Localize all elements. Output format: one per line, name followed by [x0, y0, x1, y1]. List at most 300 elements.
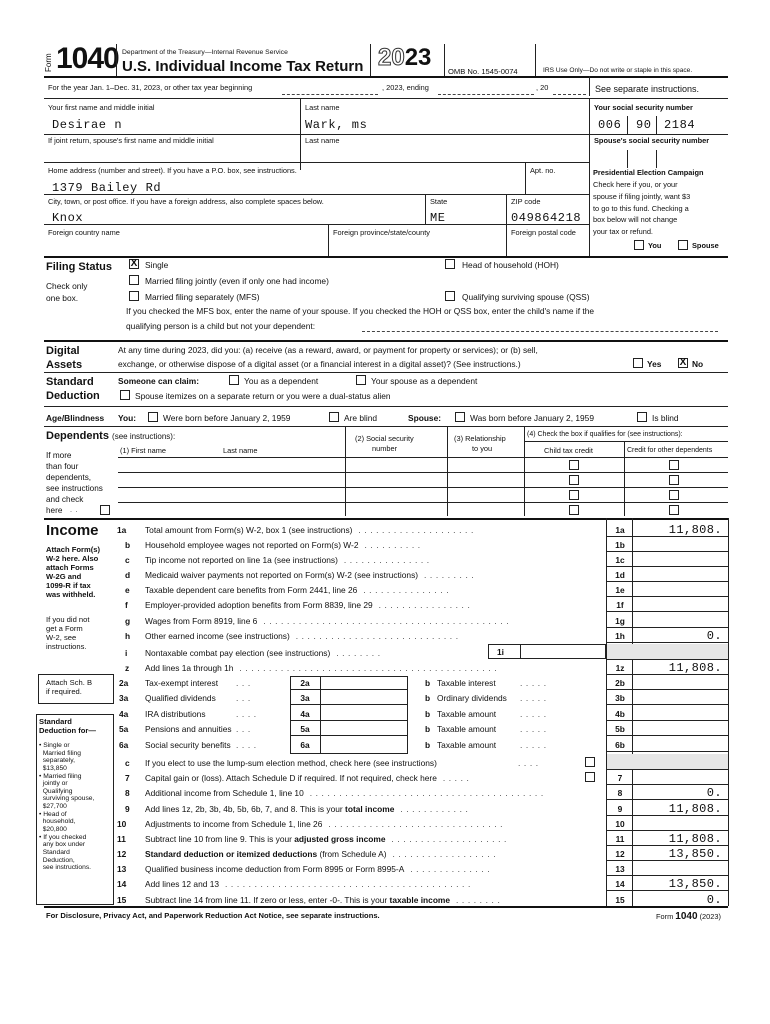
- dependents-more-2: than four: [46, 462, 79, 471]
- rule: [606, 860, 728, 861]
- amount-12[interactable]: 13,850.: [668, 847, 722, 861]
- rule: [606, 659, 728, 660]
- box-15-label: 15: [615, 895, 625, 905]
- form-title: U.S. Individual Income Tax Return: [122, 58, 364, 75]
- line-14-text-part: Add lines 12 and 13: [145, 879, 220, 889]
- line-1a-text-part: Total amount from Form(s) W-2, box 1 (see instructions): [145, 525, 353, 535]
- line-7-text: [145, 774, 472, 782]
- dep-col-4: (4) Check the box if qualifies for (see instructions):: [527, 431, 683, 438]
- dep-col-1: (1) First name: [120, 446, 166, 455]
- leader-dots: .....: [436, 773, 473, 783]
- line-3b-text: Ordinary dividends: [437, 693, 507, 703]
- line-12-text: [145, 850, 499, 858]
- spouse-last-label: Last name: [305, 136, 340, 145]
- no-w2-note-line-4: instructions.: [46, 641, 87, 651]
- rule: [606, 551, 728, 552]
- you-born-label: Were born before January 2, 1959: [163, 413, 291, 423]
- single-label: Single: [145, 260, 169, 270]
- line-1h-number: h: [125, 631, 131, 641]
- city-field[interactable]: Knox: [52, 211, 84, 225]
- line-1c-number: c: [125, 555, 130, 565]
- omb-number: OMB No. 1545-0074: [448, 67, 518, 76]
- dep2-odc-checkbox[interactable]: [669, 475, 679, 485]
- box-7-label: 7: [617, 773, 623, 783]
- digital-question-2: exchange, or otherwise dispose of a digital asset (or a financial interest in a digital asset)? (See instructions.): [118, 359, 521, 369]
- ssn-part-3[interactable]: 2184: [664, 118, 696, 132]
- ssn-part-2[interactable]: 90: [636, 118, 652, 132]
- line-1h-text: [145, 632, 462, 640]
- line-4a-number: 4a: [119, 709, 129, 719]
- box-3b-label: 3b: [615, 693, 625, 703]
- leader-dots: ....................: [352, 525, 477, 535]
- first-name-label: Your first name and middle initial: [48, 103, 155, 112]
- std-title-1: Standard: [46, 376, 94, 388]
- schedule-b-note-line-2: if required.: [46, 686, 82, 696]
- std-deduction-list-line-14: any box under: [39, 841, 86, 849]
- std-deduction-list-line-9: $27,700: [39, 803, 67, 811]
- leader-dots: ...............: [337, 555, 433, 565]
- line-1e-text: [145, 586, 452, 594]
- dep1-ctc-checkbox[interactable]: [569, 460, 579, 470]
- rule: [606, 642, 728, 643]
- year-outline: 20: [378, 44, 405, 71]
- dependents-more-6: here: [46, 506, 63, 515]
- line-1d-text-part: Medicaid waiver payments not reported on Form(s) W-2 (see instructions): [145, 570, 419, 580]
- city-label: City, town, or post office. If you have a foreign address, also complete spaces below.: [48, 197, 324, 206]
- box-9-label: 9: [617, 804, 623, 814]
- line-7-text-part: Capital gain or (loss). Attach Schedule D if required. If not required, check here: [145, 773, 437, 783]
- std-deduction-list-line-17: see instructions.: [39, 864, 92, 872]
- attach-note: [46, 546, 100, 600]
- first-name-field[interactable]: Desirae n: [52, 118, 123, 132]
- std-deduction-list-line-4: $13,850: [39, 764, 67, 772]
- mfj-checkbox[interactable]: [129, 275, 139, 285]
- spouse-blind-label: Is blind: [652, 413, 679, 423]
- spouse-itemizes-label: Spouse itemizes on a separate return or you were a dual-status alien: [135, 391, 391, 401]
- line-1a-number: 1a: [117, 525, 127, 535]
- disclosure-text: For Disclosure, Privacy Act, and Paperwork Reduction Act Notice, see separate instructions.: [46, 911, 380, 920]
- line-12-text-part: (from Schedule A): [317, 849, 387, 859]
- line-5a-number: 5a: [119, 724, 129, 734]
- address-label: Home address (number and street). If you have a P.O. box, see instructions.: [48, 166, 297, 175]
- line-13-text-part: Qualified business income deduction from Form 8995 or Form 8995-A: [145, 864, 405, 874]
- rule: [606, 784, 728, 785]
- last-name-field[interactable]: Wark, ms: [305, 118, 368, 132]
- amount-15[interactable]: 0.: [706, 893, 722, 907]
- line-14-number: 14: [117, 879, 127, 889]
- you-blind-checkbox[interactable]: [329, 412, 339, 422]
- zip-label: ZIP code: [511, 197, 541, 206]
- leader-dots: ........: [450, 895, 504, 905]
- line-13-number: 13: [117, 864, 127, 874]
- address-field[interactable]: 1379 Bailey Rd: [52, 181, 162, 195]
- line-11-text-part: adjusted gross income: [294, 834, 386, 844]
- std-deduction-list-line-2: Married filing: [39, 749, 81, 757]
- age-title: Age/Blindness: [46, 413, 105, 423]
- leader-dots: ............: [394, 804, 472, 814]
- dependents-more-4: see instructions: [46, 484, 103, 493]
- shaded-1i: [607, 644, 728, 659]
- line-1b-text-part: Household employee wages not reported on Form(s) W-2: [145, 540, 359, 550]
- spouse-dependent-checkbox[interactable]: [356, 375, 366, 385]
- line-8-text: [145, 789, 547, 797]
- attach-note-line-1: Attach Form(s): [46, 545, 101, 554]
- box-1b-label: 1b: [615, 540, 625, 550]
- no-w2-note-line-3: W-2, see: [46, 632, 77, 642]
- rule: [606, 674, 728, 675]
- line-4b-text: Taxable amount: [437, 709, 497, 719]
- shaded-6c: [607, 754, 728, 769]
- std-deduction-list-line-10: • Head of: [39, 810, 67, 818]
- line-9-text-part: total income: [345, 804, 395, 814]
- dep4-ctc-checkbox[interactable]: [569, 505, 579, 515]
- leader-dots: ....: [236, 709, 260, 719]
- line-1d-text: [145, 571, 477, 579]
- rule: [606, 627, 728, 628]
- line-8-number: 8: [125, 788, 130, 798]
- qualifying-person-field[interactable]: [362, 331, 718, 332]
- leader-dots: .........: [418, 570, 478, 580]
- line-4b-letter: b: [425, 709, 431, 719]
- line-11-text: [145, 835, 510, 843]
- digital-yes-checkbox[interactable]: [633, 358, 643, 368]
- std-deduction-list-line-1: • Single or: [39, 742, 70, 749]
- line-1g-text: [145, 617, 512, 625]
- digital-no-label: No: [692, 359, 704, 369]
- country-label: Foreign country name: [48, 228, 120, 237]
- age-you: You:: [118, 413, 136, 423]
- amount-9[interactable]: 11,808.: [668, 802, 722, 816]
- dep-col-3b: to you: [472, 444, 493, 453]
- std-deduction-list-line-12: $20,800: [39, 826, 67, 834]
- rule: [606, 689, 728, 690]
- line-11-text-part: Subtract line 10 from line 9. This is your: [145, 834, 295, 844]
- more-dependents-checkbox[interactable]: [100, 505, 110, 515]
- campaign-text-5: your tax or refund.: [593, 227, 653, 236]
- rule: [606, 815, 728, 816]
- line-8-text-part: Additional income from Schedule 1, line 10: [145, 788, 304, 798]
- line-12-number: 12: [117, 849, 127, 859]
- someone-can-claim: Someone can claim:: [118, 376, 199, 386]
- lump-sum-checkbox[interactable]: [585, 757, 595, 767]
- mfj-label: Married filing jointly (even if only one had income): [145, 276, 329, 286]
- capital-gain-checkbox[interactable]: [585, 772, 595, 782]
- leader-dots: ....: [236, 740, 260, 750]
- filing-note-2: qualifying person is a child but not your dependent:: [126, 321, 316, 331]
- spouse-name-label: If joint return, spouse's first name and middle initial: [48, 136, 214, 145]
- line-3a-number: 3a: [119, 693, 129, 703]
- line-1z-text-part: Add lines 1a through 1h: [145, 663, 234, 673]
- box-1f-label: 1f: [616, 600, 624, 610]
- std-deduction-list-line-15: Standard: [39, 848, 70, 856]
- campaign-you-label: You: [648, 241, 662, 250]
- line-11-number: 11: [117, 834, 126, 844]
- box-6b-label: 6b: [615, 740, 625, 750]
- dependents-dots: ..: [70, 505, 82, 514]
- line-6b-letter: b: [425, 740, 431, 750]
- you-born-checkbox[interactable]: [148, 412, 158, 422]
- form-word: Form: [44, 53, 53, 72]
- line-2b-text: Taxable interest: [437, 678, 496, 688]
- dependents-more-5: and check: [46, 495, 84, 504]
- line-1a-text: [145, 526, 477, 534]
- spouse-ssn-label: Spouse's social security number: [594, 136, 710, 145]
- leader-dots: ..........................................: [257, 616, 513, 626]
- line-1h-text-part: Other earned income (see instructions): [145, 631, 290, 641]
- dependents-more-1: If more: [46, 451, 72, 460]
- line-1f-number: f: [125, 600, 128, 610]
- line-6b-text: Taxable amount: [437, 740, 497, 750]
- rule: [606, 769, 728, 770]
- age-spouse: Spouse:: [408, 413, 442, 423]
- line-6a-number: 6a: [119, 740, 129, 750]
- line-1i-text-part: Nontaxable combat pay election (see instructions): [145, 648, 331, 658]
- spouse-born-checkbox[interactable]: [455, 412, 465, 422]
- zip-field[interactable]: 049864218: [511, 211, 582, 225]
- digital-yes-label: Yes: [647, 359, 662, 369]
- box-4a-label: 4a: [300, 709, 310, 719]
- line-15-text-part: taxable income: [389, 895, 451, 905]
- rule: [606, 845, 728, 846]
- dependents-title-text: Dependents: [46, 430, 109, 442]
- dep4-odc-checkbox[interactable]: [669, 505, 679, 515]
- box-8-label: 8: [617, 788, 623, 798]
- line-1e-number: e: [125, 585, 130, 595]
- leader-dots: .....: [520, 740, 550, 750]
- rule: [606, 596, 728, 597]
- line-1i-number: i: [125, 648, 128, 658]
- line-10-number: 10: [117, 819, 127, 829]
- box-1g-label: 1g: [615, 616, 625, 626]
- line-2a-text: Tax-exempt interest: [145, 678, 219, 688]
- filing-note-1: If you checked the MFS box, enter the name of your spouse. If you checked the HOH or QSS box, enter the child's name if the: [126, 306, 595, 316]
- attach-note-line-2: W-2 here. Also: [46, 553, 99, 563]
- box-2b-label: 2b: [615, 678, 625, 688]
- leader-dots: .....: [520, 678, 550, 688]
- amount-14[interactable]: 13,850.: [668, 877, 722, 891]
- mfs-label: Married filing separately (MFS): [145, 292, 260, 302]
- line-1g-text-part: Wages from Form 8919, line 6: [145, 616, 258, 626]
- leader-dots: ..........................................: [219, 879, 474, 889]
- year-solid: 23: [404, 44, 432, 71]
- line-1b-text: [145, 541, 424, 549]
- leader-dots: ....: [518, 758, 542, 768]
- leader-dots: ...: [236, 678, 254, 688]
- leader-dots: ........................................: [303, 788, 547, 798]
- line-3a-text: Qualified dividends: [145, 693, 216, 703]
- leader-dots: ................: [372, 600, 474, 610]
- tax-year-text: For the year Jan. 1–Dec. 31, 2023, or other tax year beginning: [48, 83, 253, 92]
- campaign-text-2: spouse if filing jointly, want $3: [593, 192, 691, 201]
- attach-note-line-5: 1099-R if tax: [46, 580, 91, 590]
- you-dependent-checkbox[interactable]: [229, 375, 239, 385]
- rule: [606, 875, 728, 876]
- std-deduction-list-line-11: household,: [39, 818, 76, 826]
- leader-dots: .....: [520, 724, 550, 734]
- rule: [606, 751, 728, 752]
- box-5a-label: 5a: [300, 724, 310, 734]
- rule: [606, 830, 728, 831]
- spouse-itemizes-checkbox[interactable]: [120, 390, 130, 400]
- campaign-title: Presidential Election Campaign: [593, 168, 704, 177]
- line-1b-number: b: [125, 540, 131, 550]
- see-instructions: See separate instructions.: [595, 84, 700, 94]
- dep3-ctc-checkbox[interactable]: [569, 490, 579, 500]
- std-deduction-list-line-7: Qualifying: [39, 787, 73, 795]
- dep2-ctc-checkbox[interactable]: [569, 475, 579, 485]
- line-7-number: 7: [125, 773, 130, 783]
- leader-dots: ............................................: [233, 663, 501, 673]
- box-14-label: 14: [615, 879, 625, 889]
- apt-label: Apt. no.: [530, 166, 556, 175]
- line-15-text-part: Subtract line 14 from line 11. If zero or less, enter -0-. This is your: [145, 895, 390, 905]
- campaign-spouse-label: Spouse: [692, 241, 719, 250]
- filing-status-title: Filing Status: [46, 261, 112, 273]
- leader-dots: ...: [236, 693, 254, 703]
- digital-title-1: Digital: [46, 345, 80, 357]
- you-dependent-label: You as a dependent: [244, 376, 319, 386]
- rule: [606, 799, 728, 800]
- rule: [606, 581, 728, 582]
- line-1c-text-part: Tip income not reported on line 1a (see instructions): [145, 555, 338, 565]
- std-deduction-list-line-13: • If you checked: [39, 833, 87, 841]
- digital-question-1: At any time during 2023, did you: (a) receive (as a reward, award, or payment for property or services); or (b) sell,: [118, 345, 538, 355]
- dep3-odc-checkbox[interactable]: [669, 490, 679, 500]
- ssn-label: Your social security number: [594, 103, 693, 112]
- box-5b-label: 5b: [615, 724, 625, 734]
- no-w2-note-line-2: get a Form: [46, 623, 83, 633]
- std-deduction-list-line-3: separately,: [39, 757, 75, 765]
- postal-label: Foreign postal code: [511, 228, 576, 237]
- dept-name: Department of the Treasury—Internal Revenue Service: [122, 49, 288, 56]
- amount-1a[interactable]: 11,808.: [668, 523, 722, 537]
- attach-note-line-6: was withheld.: [46, 589, 96, 599]
- box-2a-label: 2a: [300, 678, 310, 688]
- dependents-see: (see instructions):: [112, 432, 176, 441]
- rule: [606, 566, 728, 567]
- dep-col-1b: Last name: [223, 446, 258, 455]
- tax-year: [378, 46, 431, 70]
- spouse-blind-checkbox[interactable]: [637, 412, 647, 422]
- qss-checkbox[interactable]: [445, 291, 455, 301]
- state-field[interactable]: ME: [430, 211, 446, 225]
- line-3b-letter: b: [425, 693, 431, 703]
- line-15-text: [145, 896, 503, 904]
- box-1e-label: 1e: [615, 585, 625, 595]
- leader-dots: ............................: [289, 631, 462, 641]
- leader-dots: .....: [520, 709, 550, 719]
- line-1d-number: d: [125, 570, 131, 580]
- box-1a-label: 1a: [615, 525, 625, 535]
- single-checkbox[interactable]: X: [130, 258, 138, 269]
- campaign-text-4: box below will not change: [593, 215, 678, 224]
- campaign-spouse-checkbox[interactable]: [678, 240, 688, 250]
- rule: [606, 704, 728, 705]
- line-9-text: [145, 805, 471, 813]
- dep-col-3a: (3) Relationship: [454, 434, 506, 443]
- leader-dots: ...............: [357, 585, 453, 595]
- leader-dots: ..............................: [322, 819, 507, 829]
- amount-1z[interactable]: 11,808.: [668, 661, 722, 675]
- line-1c-text: [145, 556, 433, 564]
- dep-col-2b: number: [372, 444, 398, 453]
- rule: [606, 611, 728, 612]
- line-10-text: [145, 820, 506, 828]
- line-2b-letter: b: [425, 678, 431, 688]
- spouse-dependent-label: Your spouse as a dependent: [371, 376, 478, 386]
- std-deduction-for: Standard Deduction for—: [39, 717, 96, 735]
- amount-1h[interactable]: 0.: [706, 629, 722, 643]
- line-1e-text-part: Taxable dependent care benefits from Form 2441, line 26: [145, 585, 358, 595]
- schedule-b-note: [38, 674, 114, 704]
- line-12-text-part: Standard deduction or itemized deductions: [145, 849, 318, 859]
- line-6c-number: c: [125, 758, 130, 768]
- line-1f-text: [145, 601, 473, 609]
- hoh-checkbox[interactable]: [445, 259, 455, 269]
- std-deduction-list-line-8: surviving spouse,: [39, 795, 95, 803]
- dep1-odc-checkbox[interactable]: [669, 460, 679, 470]
- line-9-text-part: Add lines 1z, 2b, 3b, 4b, 5b, 6b, 7, and 8. This is your: [145, 804, 346, 814]
- line-4a-text: IRA distributions: [145, 709, 206, 719]
- digital-no-checkbox[interactable]: X: [679, 357, 687, 368]
- hoh-label: Head of household (HOH): [462, 260, 559, 270]
- rule: [606, 720, 728, 721]
- box-3a-label: 3a: [300, 693, 310, 703]
- leader-dots: .....: [520, 693, 550, 703]
- leader-dots: ........: [330, 648, 384, 658]
- box-11-label: 11: [615, 834, 625, 844]
- ssn-part-1[interactable]: 006: [598, 118, 622, 132]
- line-5b-text: Taxable amount: [437, 724, 497, 734]
- line-1i-boxnum: 1i: [497, 647, 504, 657]
- dep-col-4a: Child tax credit: [544, 446, 593, 455]
- rule: [606, 890, 728, 891]
- dep-col-4b: Credit for other dependents: [627, 447, 713, 454]
- comma-20: , 20: [536, 83, 549, 92]
- box-6a-label: 6a: [300, 740, 310, 750]
- line-10-text-part: Adjustments to income from Schedule 1, line 26: [145, 819, 323, 829]
- box-1z-label: 1z: [615, 663, 625, 673]
- amount-11[interactable]: 11,808.: [668, 832, 722, 846]
- leader-dots: ..............: [404, 864, 494, 874]
- campaign-you-checkbox[interactable]: [634, 240, 644, 250]
- campaign-text-1: Check here if you, or your: [593, 180, 678, 189]
- line-15-number: 15: [117, 895, 127, 905]
- box-10-label: 10: [615, 819, 625, 829]
- amount-8[interactable]: 0.: [706, 786, 722, 800]
- dependents-more-3: dependents,: [46, 473, 92, 482]
- last-name-label: Last name: [305, 103, 340, 112]
- box-12-label: 12: [615, 849, 625, 859]
- form-footer: [656, 911, 721, 922]
- std-title-2: Deduction: [46, 390, 100, 402]
- mfs-checkbox[interactable]: [129, 291, 139, 301]
- line-1i-box[interactable]: [488, 644, 606, 659]
- box-1c-label: 1c: [615, 555, 625, 565]
- form-footer-b: 1040: [675, 911, 698, 922]
- line-1g-number: g: [125, 616, 131, 626]
- line-6c-text: If you elect to use the lump-sum election method, check here (see instructions): [145, 758, 437, 768]
- line-5a-text: Pensions and annuities: [145, 724, 232, 734]
- province-label: Foreign province/state/county: [333, 228, 430, 237]
- no-w2-note-line-1: If you did not: [46, 615, 90, 624]
- leader-dots: ....................: [385, 834, 510, 844]
- form-footer-a: Form: [656, 912, 676, 921]
- line-6a-text: Social security benefits: [145, 740, 231, 750]
- line-5b-letter: b: [425, 724, 431, 734]
- std-deduction-list-line-5: • Married filing: [39, 772, 82, 780]
- income-title: Income: [46, 522, 99, 539]
